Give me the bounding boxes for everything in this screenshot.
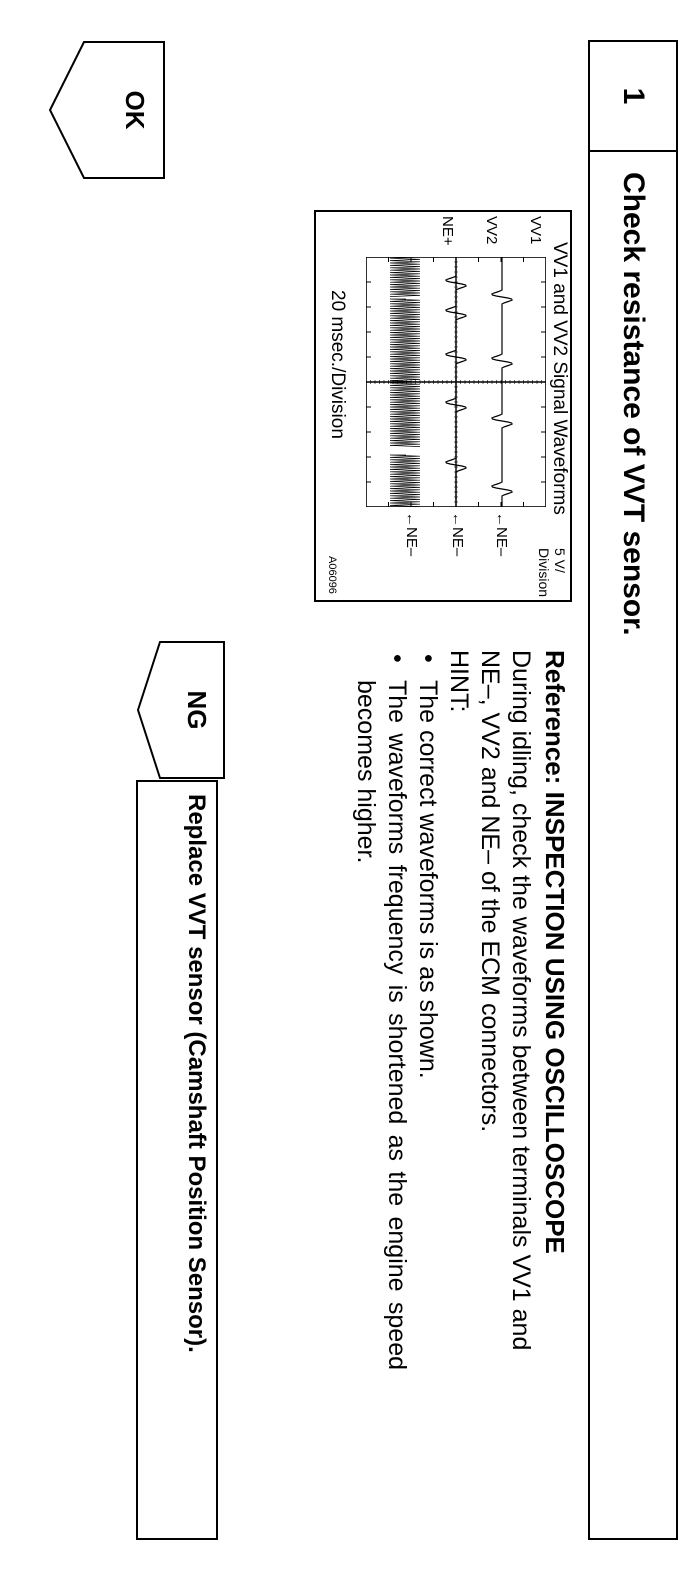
- arrow-left-icon: ←: [493, 512, 510, 527]
- ng-branch-tab: [136, 640, 226, 780]
- oscilloscope-figure: [314, 210, 572, 602]
- reference-text: During idling, check the waveforms between terminals VV1 and NE–, VV2 and NE– of the ECM connectors.: [476, 650, 535, 1351]
- list-item: • The waveforms frequency is shortened as the engine speed becomes higher.: [352, 654, 411, 1370]
- channel-label-vv2: VV2: [483, 216, 500, 245]
- hint-list: [350, 650, 443, 1370]
- bullet-icon: •: [414, 654, 442, 663]
- reference-heading: Reference: INSPECTION USING OSCILLOSCOPE: [540, 650, 570, 1254]
- ng-action-box: Replace VVT sensor (Camshaft Position Sensor).: [136, 780, 218, 1540]
- ok-label: OK: [120, 90, 150, 130]
- reference-body: [350, 650, 536, 1370]
- figure-title: VV1 and VV2 Signal Waveforms: [549, 242, 570, 515]
- step-header: [588, 40, 678, 1540]
- waveform-grid: [366, 257, 546, 507]
- figure-time-division: 20 msec./Division: [327, 290, 348, 439]
- hint-label: HINT:: [445, 650, 473, 713]
- ne-minus-label-2: ←NE–: [449, 512, 466, 557]
- channel-label-vv1: VV1: [527, 216, 544, 245]
- step-number: 1: [590, 42, 676, 152]
- ne-minus-label-1: ←NE–: [493, 512, 510, 557]
- ng-label: NG: [182, 690, 212, 730]
- list-item: • The correct waveforms is as shown.: [414, 654, 442, 1079]
- bullet-icon: •: [383, 654, 411, 663]
- figure-code: A06096: [326, 556, 338, 594]
- step-title: Check resistance of VVT sensor.: [617, 172, 650, 636]
- arrow-left-icon: ←: [403, 512, 420, 527]
- figure-vertical-division: 5 V/ Division: [536, 548, 568, 598]
- ok-branch-tab: [46, 40, 166, 180]
- arrow-left-icon: ←: [449, 512, 466, 527]
- channel-label-ne-plus: NE+: [439, 216, 456, 246]
- ne-minus-label-3: ←NE–: [403, 512, 420, 557]
